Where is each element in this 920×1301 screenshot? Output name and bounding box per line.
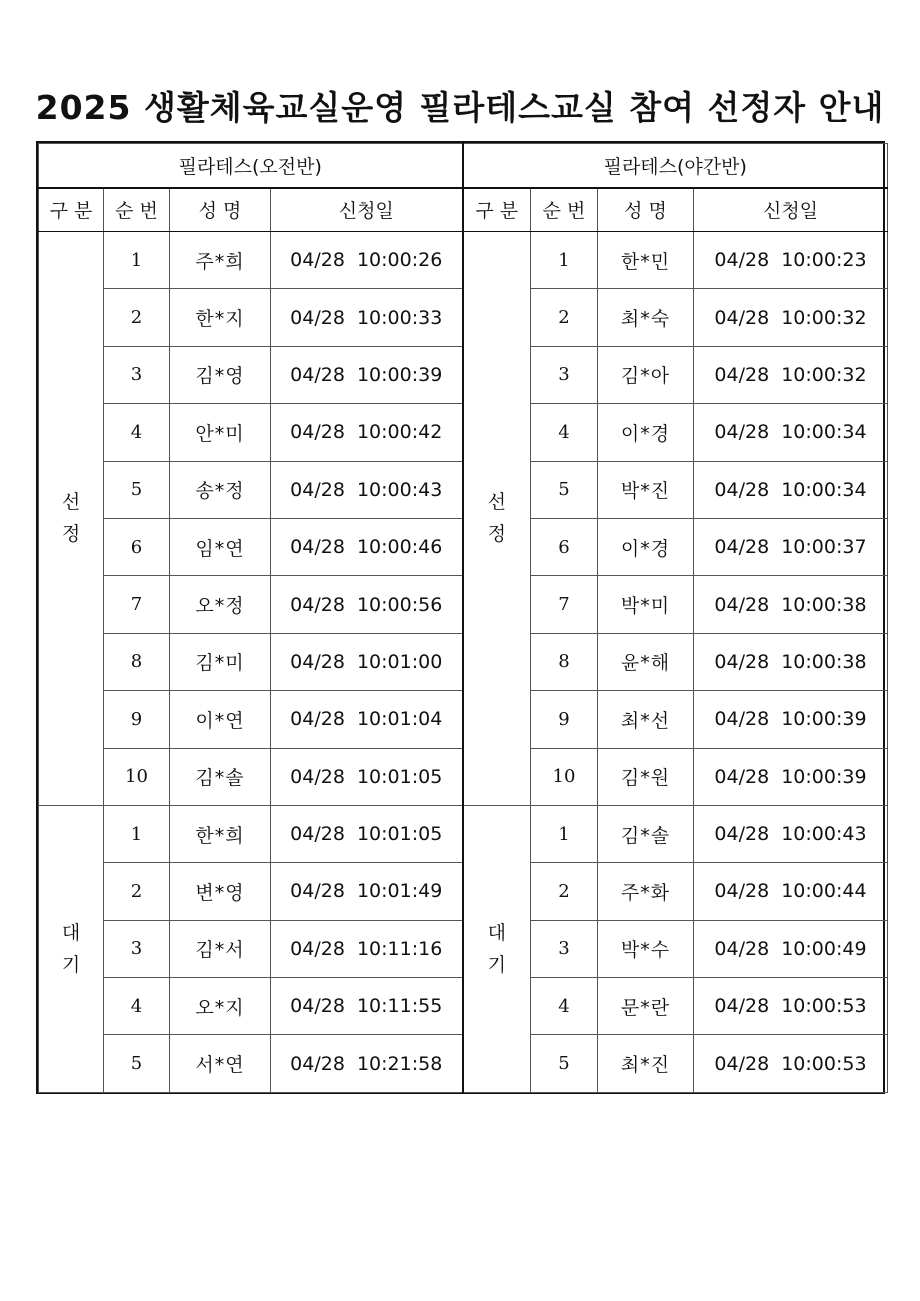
application-date: 04/28 10:01:00 <box>271 633 463 690</box>
participant-name: 주*화 <box>598 863 694 920</box>
row-number: 2 <box>104 289 170 346</box>
participant-name: 김*영 <box>170 346 271 403</box>
participant-name: 이*경 <box>598 518 694 575</box>
row-number: 4 <box>104 978 170 1035</box>
application-date: 04/28 10:00:34 <box>694 461 888 518</box>
table-row <box>39 805 888 862</box>
participant-name: 박*진 <box>598 461 694 518</box>
column-header-row <box>39 188 888 232</box>
category-char: 기 <box>61 953 81 976</box>
roster-table-container <box>36 141 885 1094</box>
col-header-date: 신청일 <box>694 188 888 232</box>
category-waiting <box>463 805 531 1092</box>
application-date: 04/28 10:00:34 <box>694 404 888 461</box>
application-date: 04/28 10:00:23 <box>694 232 888 289</box>
participant-name: 박*미 <box>598 576 694 633</box>
participant-name: 한*지 <box>170 289 271 346</box>
application-date: 04/28 10:01:04 <box>271 691 463 748</box>
application-date: 04/28 10:00:26 <box>271 232 463 289</box>
application-date: 04/28 10:00:39 <box>694 691 888 748</box>
application-date: 04/28 10:01:05 <box>271 805 463 862</box>
category-char: 선 <box>61 491 81 514</box>
participant-name: 임*연 <box>170 518 271 575</box>
row-number: 2 <box>531 289 598 346</box>
morning-class-header: 필라테스(오전반) <box>39 144 463 188</box>
evening-class-header: 필라테스(야간반) <box>463 144 888 188</box>
row-number: 1 <box>104 805 170 862</box>
application-date: 04/28 10:00:32 <box>694 289 888 346</box>
category-char: 정 <box>487 523 506 546</box>
participant-name: 한*희 <box>170 805 271 862</box>
application-date: 04/28 10:00:39 <box>694 748 888 805</box>
participant-name: 변*영 <box>170 863 271 920</box>
row-number: 6 <box>531 518 598 575</box>
roster-table <box>38 143 888 1093</box>
application-date: 04/28 10:00:32 <box>694 346 888 403</box>
application-date: 04/28 10:01:05 <box>271 748 463 805</box>
row-number: 5 <box>104 1035 170 1092</box>
row-number: 2 <box>531 863 598 920</box>
application-date: 04/28 10:11:55 <box>271 978 463 1035</box>
participant-name: 윤*해 <box>598 633 694 690</box>
col-header-name: 성 명 <box>598 188 694 232</box>
category-char: 선 <box>487 491 506 514</box>
col-header-number: 순 번 <box>531 188 598 232</box>
col-header-date: 신청일 <box>271 188 463 232</box>
application-date: 04/28 10:00:37 <box>694 518 888 575</box>
participant-name: 오*정 <box>170 576 271 633</box>
row-number: 3 <box>531 346 598 403</box>
row-number: 4 <box>104 404 170 461</box>
col-header-number: 순 번 <box>104 188 170 232</box>
application-date: 04/28 10:00:33 <box>271 289 463 346</box>
row-number: 1 <box>531 232 598 289</box>
page-title: 2025 생활체육교실운영 필라테스교실 참여 선정자 안내 <box>35 88 885 127</box>
category-selected <box>463 232 531 806</box>
row-number: 8 <box>531 633 598 690</box>
row-number: 9 <box>531 691 598 748</box>
col-header-name: 성 명 <box>170 188 271 232</box>
participant-name: 안*미 <box>170 404 271 461</box>
participant-name: 서*연 <box>170 1035 271 1092</box>
group-header-row <box>39 144 888 188</box>
participant-name: 주*희 <box>170 232 271 289</box>
participant-name: 김*원 <box>598 748 694 805</box>
application-date: 04/28 10:00:38 <box>694 633 888 690</box>
application-date: 04/28 10:00:53 <box>694 978 888 1035</box>
category-waiting <box>39 805 104 1092</box>
row-number: 4 <box>531 404 598 461</box>
row-number: 8 <box>104 633 170 690</box>
participant-name: 최*숙 <box>598 289 694 346</box>
row-number: 7 <box>531 576 598 633</box>
category-char: 대 <box>487 921 506 944</box>
roster-body <box>39 232 888 1093</box>
col-header-category: 구 분 <box>39 188 104 232</box>
participant-name: 이*연 <box>170 691 271 748</box>
category-selected <box>39 232 104 806</box>
participant-name: 김*솔 <box>170 748 271 805</box>
row-number: 2 <box>104 863 170 920</box>
application-date: 04/28 10:00:38 <box>694 576 888 633</box>
row-number: 1 <box>104 232 170 289</box>
participant-name: 김*솔 <box>598 805 694 862</box>
application-date: 04/28 10:00:53 <box>694 1035 888 1092</box>
row-number: 10 <box>104 748 170 805</box>
participant-name: 오*지 <box>170 978 271 1035</box>
application-date: 04/28 10:00:42 <box>271 404 463 461</box>
application-date: 04/28 10:00:43 <box>271 461 463 518</box>
application-date: 04/28 10:00:49 <box>694 920 888 977</box>
application-date: 04/28 10:00:56 <box>271 576 463 633</box>
application-date: 04/28 10:00:44 <box>694 863 888 920</box>
row-number: 5 <box>104 461 170 518</box>
participant-name: 문*란 <box>598 978 694 1035</box>
participant-name: 박*수 <box>598 920 694 977</box>
category-char: 대 <box>61 921 81 944</box>
application-date: 04/28 10:00:43 <box>694 805 888 862</box>
table-row <box>39 232 888 289</box>
participant-name: 송*정 <box>170 461 271 518</box>
row-number: 5 <box>531 1035 598 1092</box>
row-number: 3 <box>104 346 170 403</box>
application-date: 04/28 10:11:16 <box>271 920 463 977</box>
application-date: 04/28 10:01:49 <box>271 863 463 920</box>
participant-name: 최*진 <box>598 1035 694 1092</box>
application-date: 04/28 10:00:46 <box>271 518 463 575</box>
row-number: 6 <box>104 518 170 575</box>
row-number: 5 <box>531 461 598 518</box>
participant-name: 최*선 <box>598 691 694 748</box>
participant-name: 이*경 <box>598 404 694 461</box>
participant-name: 김*미 <box>170 633 271 690</box>
application-date: 04/28 10:00:39 <box>271 346 463 403</box>
category-char: 정 <box>61 523 81 546</box>
participant-name: 김*아 <box>598 346 694 403</box>
participant-name: 김*서 <box>170 920 271 977</box>
row-number: 4 <box>531 978 598 1035</box>
row-number: 1 <box>531 805 598 862</box>
category-char: 기 <box>487 953 506 976</box>
col-header-category: 구 분 <box>463 188 531 232</box>
row-number: 7 <box>104 576 170 633</box>
row-number: 3 <box>531 920 598 977</box>
participant-name: 한*민 <box>598 232 694 289</box>
row-number: 10 <box>531 748 598 805</box>
application-date: 04/28 10:21:58 <box>271 1035 463 1092</box>
row-number: 9 <box>104 691 170 748</box>
row-number: 3 <box>104 920 170 977</box>
